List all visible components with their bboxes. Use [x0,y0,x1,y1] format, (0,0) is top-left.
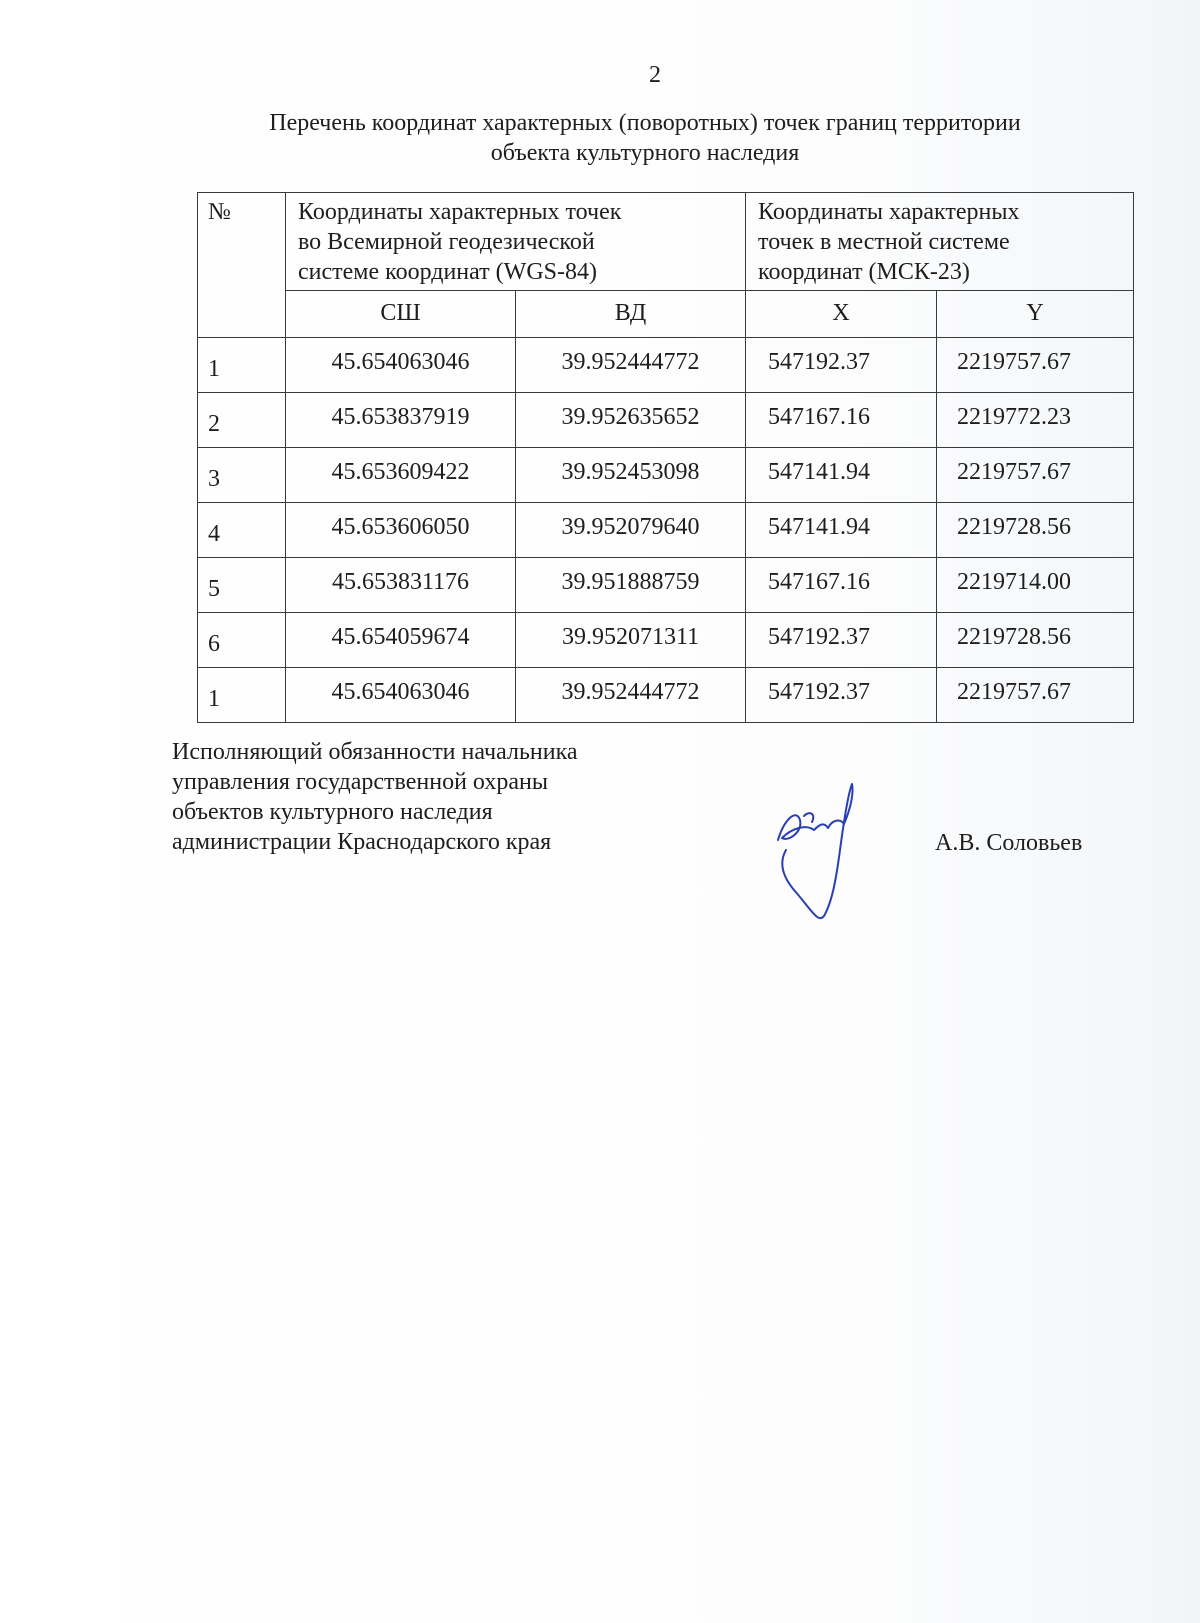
table-row [198,393,1134,448]
y-cell: 2219728.56 [937,503,1134,558]
longitude-cell: 39.952635652 [516,393,746,448]
y-cell: 2219757.67 [937,448,1134,503]
header-msk23-line: точек в местной системе [758,229,1010,255]
signatory-position [172,737,578,857]
latitude-cell: 45.653606050 [286,503,516,558]
table-row [198,448,1134,503]
table-row [198,503,1134,558]
point-number: 6 [198,613,286,668]
table-row [198,338,1134,393]
x-cell: 547192.37 [746,338,937,393]
longitude-cell: 39.952079640 [516,503,746,558]
y-cell: 2219728.56 [937,613,1134,668]
position-line: управления государственной охраны [172,769,548,795]
header-msk23-group [746,193,1134,291]
table-row [198,613,1134,668]
x-cell: 547192.37 [746,613,937,668]
header-wgs84-line: во Всемирной геодезической [298,229,595,255]
title-line-2: объекта культурного наследия [490,140,800,166]
x-cell: 547192.37 [746,668,937,723]
x-cell: 547141.94 [746,503,937,558]
table-row [198,668,1134,723]
point-number: 3 [198,448,286,503]
header-number: № [198,193,286,338]
y-cell: 2219714.00 [937,558,1134,613]
point-number: 5 [198,558,286,613]
y-cell: 2219757.67 [937,338,1134,393]
longitude-cell: 39.952444772 [516,338,746,393]
header-wgs84-line: Координаты характерных точек [298,199,622,225]
header-longitude: ВД [516,290,746,337]
longitude-cell: 39.952071311 [516,613,746,668]
longitude-cell: 39.952444772 [516,668,746,723]
header-msk23-line: координат (МСК-23) [758,259,970,285]
handwritten-signature [770,780,870,940]
point-number: 1 [198,668,286,723]
latitude-cell: 45.654063046 [286,668,516,723]
position-line: объектов культурного наследия [172,799,493,825]
position-line: администрации Краснодарского края [172,829,552,855]
coordinates-table [197,192,1134,723]
x-cell: 547141.94 [746,448,937,503]
signatory-name: А.В. Соловьев [935,830,1083,856]
title-line-1: Перечень координат характерных (поворотных) точек границ территории [269,110,1021,136]
header-wgs84-group [286,193,746,291]
header-wgs84-line: системе координат (WGS-84) [298,259,597,285]
latitude-cell: 45.653609422 [286,448,516,503]
y-cell: 2219772.23 [937,393,1134,448]
header-x: X [746,290,937,337]
latitude-cell: 45.653831176 [286,558,516,613]
y-cell: 2219757.67 [937,668,1134,723]
latitude-cell: 45.654059674 [286,613,516,668]
header-latitude: СШ [286,290,516,337]
latitude-cell: 45.654063046 [286,338,516,393]
table-row [198,558,1134,613]
header-y: Y [937,290,1134,337]
point-number: 4 [198,503,286,558]
longitude-cell: 39.952453098 [516,448,746,503]
position-line: Исполняющий обязанности начальника [172,739,578,765]
x-cell: 547167.16 [746,558,937,613]
x-cell: 547167.16 [746,393,937,448]
point-number: 1 [198,338,286,393]
point-number: 2 [198,393,286,448]
latitude-cell: 45.653837919 [286,393,516,448]
page-number: 2 [649,62,661,88]
header-msk23-line: Координаты характерных [758,199,1020,225]
longitude-cell: 39.951888759 [516,558,746,613]
document-title [195,108,1095,168]
